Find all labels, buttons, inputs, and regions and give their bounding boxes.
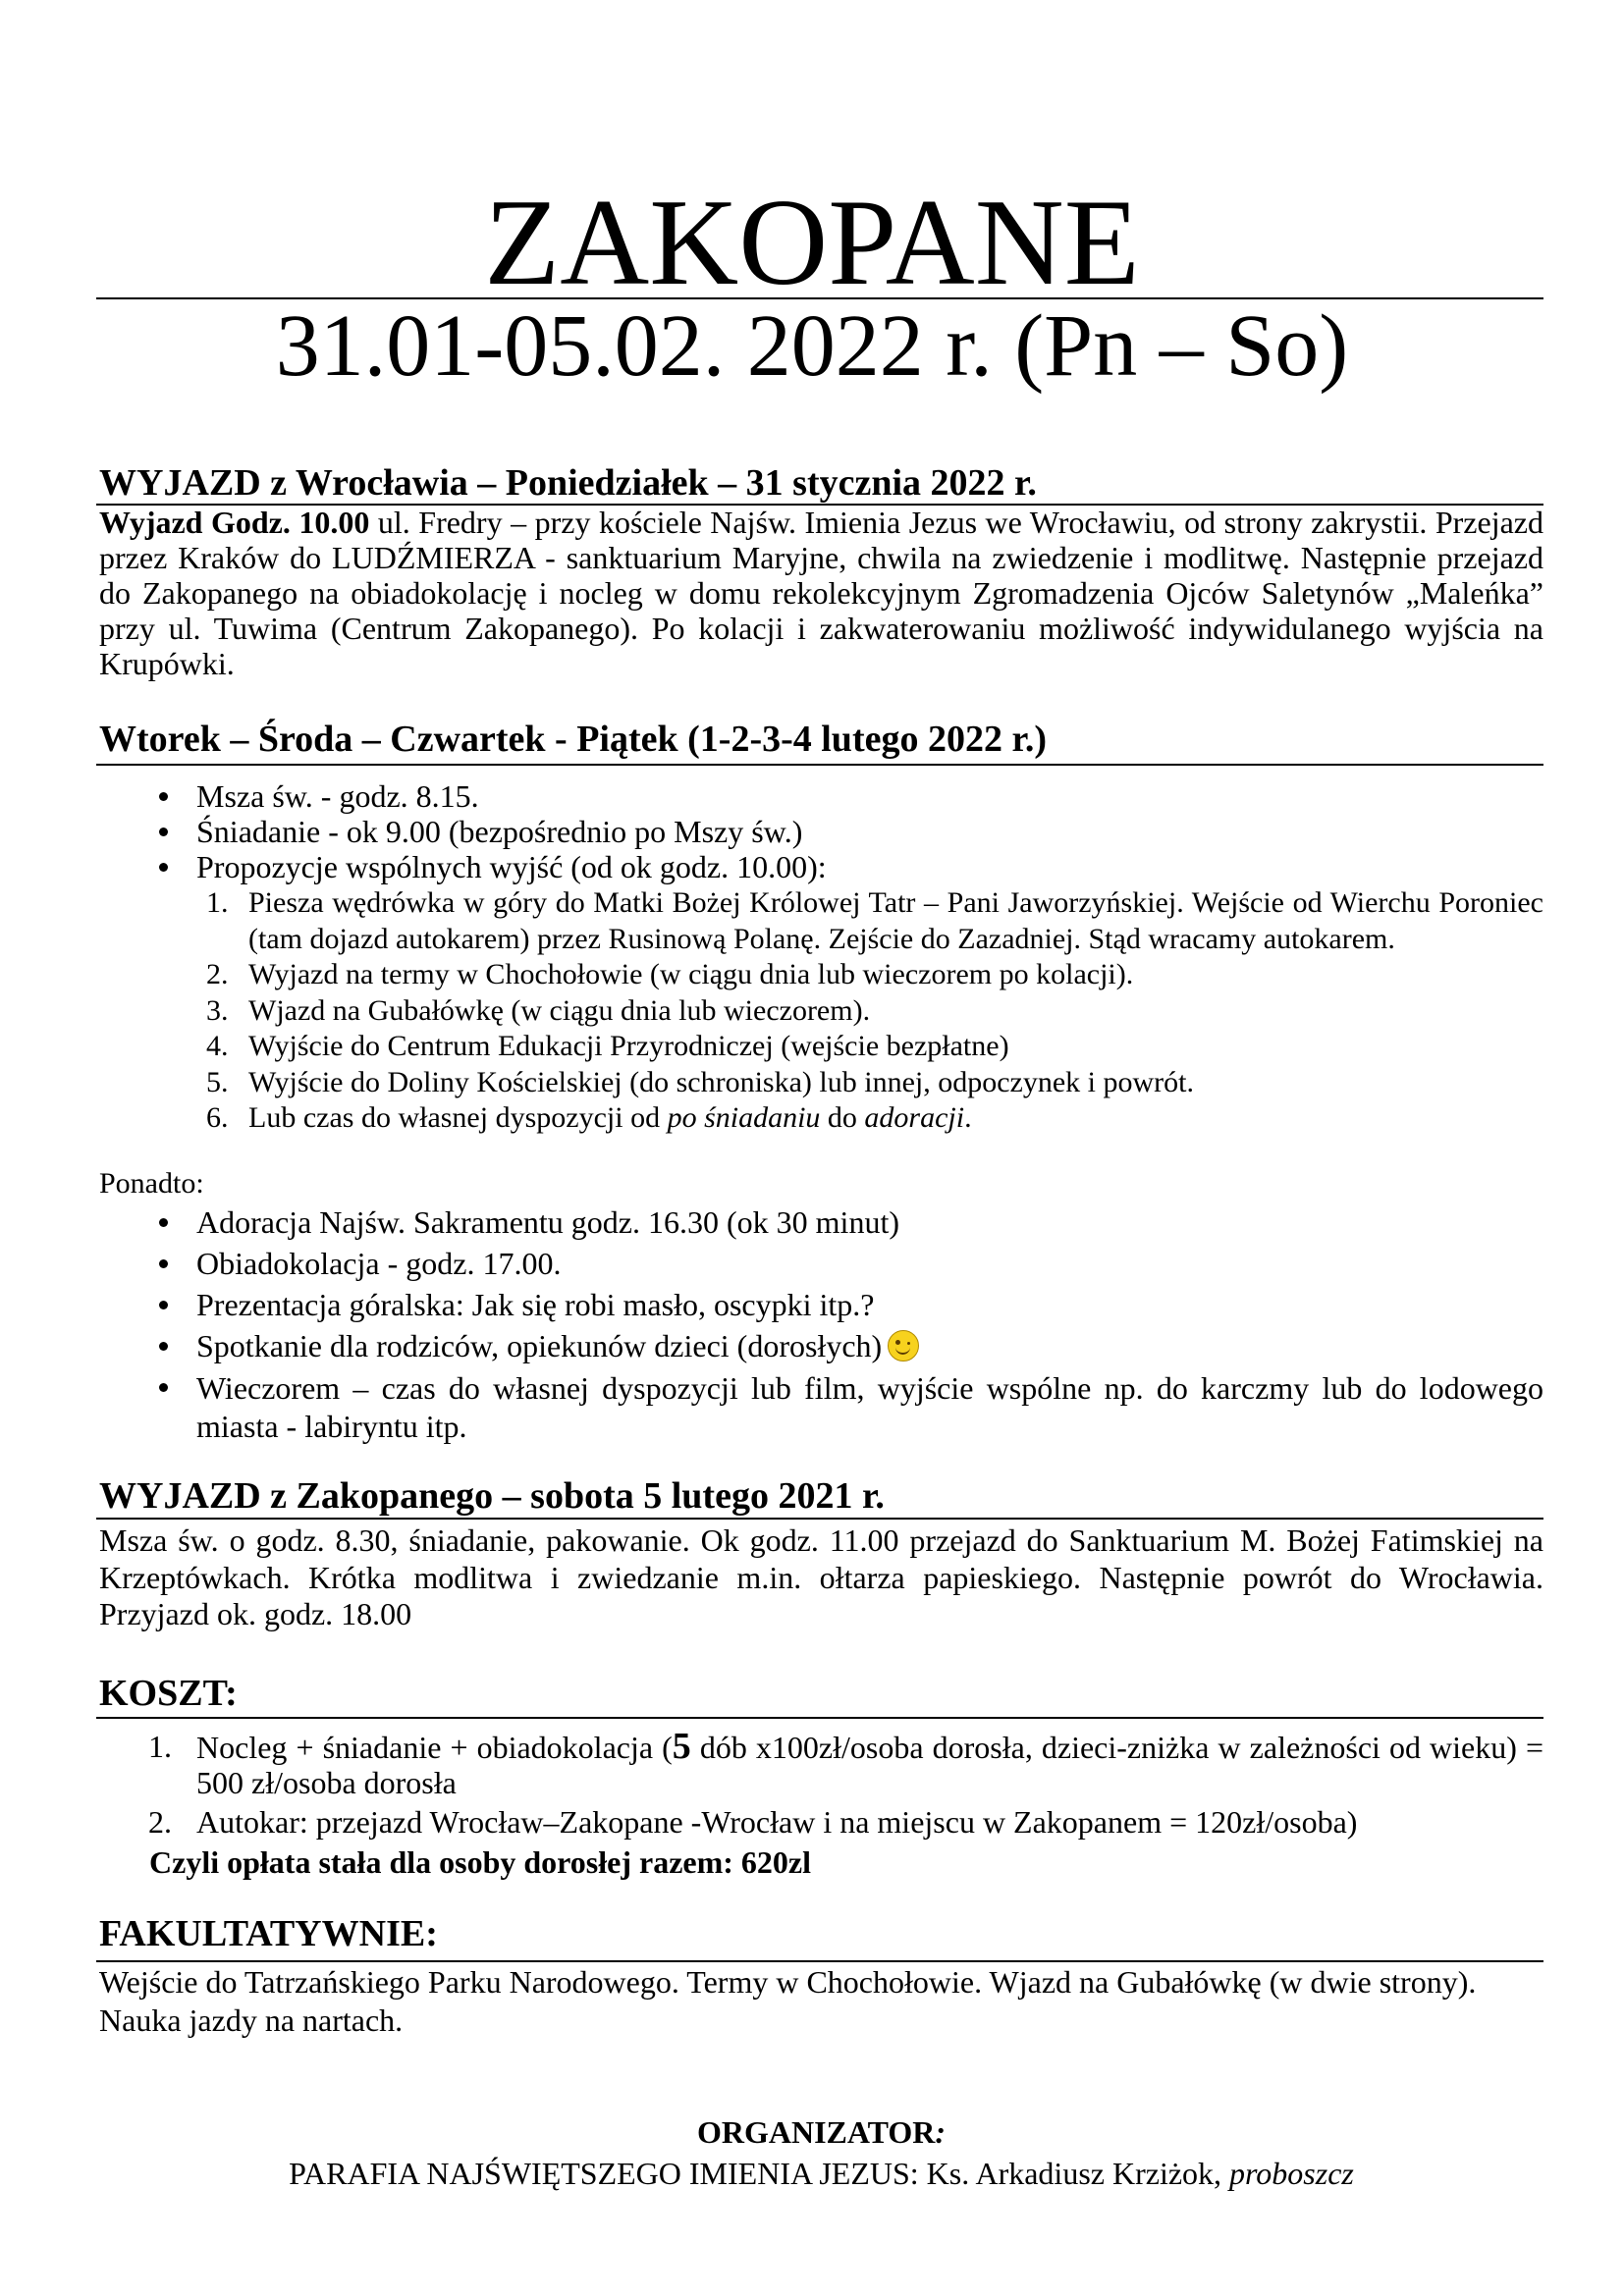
departure-text [99,505,1543,681]
return-heading: WYJAZD z Zakopanego – sobota 5 lutego 2021 r. [99,1475,885,1517]
weekdays-divider [96,764,1543,766]
item-number: 6. [206,1101,229,1134]
list-item: Msza św. - godz. 8.15. [99,778,1543,814]
organizer-name: PARAFIA NAJŚWIĘTSZEGO IMIENIA JEZUS: Ks. Arkadiusz Krziżok, [289,2156,1230,2191]
also-list [99,1204,1543,1446]
item-number: 2. [206,958,229,990]
departure-heading: WYJAZD z Wrocławia – Poniedziałek – 31 stycznia 2022 r. [99,462,1037,504]
list-item: Obiadokolacja - godz. 17.00. [99,1246,1543,1281]
item-number: 1. [206,886,229,919]
item-text: do [820,1101,865,1134]
item-text: Nocleg + śniadanie + obiadokolacja ( [196,1730,673,1765]
trip-dates: 31.01-05.02. 2022 r. (Pn – So) [275,297,1349,395]
item-text-italic: adoracji [864,1101,965,1134]
list-item [99,957,1543,993]
list-item: Śniadanie - ok 9.00 (bezpośrednio po Mszy św.) [99,814,1543,849]
item-text: Autokar: przejazd Wrocław–Zakopane -Wrocław i na miejscu w Zakopanem = 120zł/osoba) [196,1804,1358,1840]
departure-time: Wyjazd Godz. 10.00 [99,505,370,540]
item-number: 5. [206,1065,229,1098]
list-item [99,1100,1543,1137]
optional-heading: FAKULTATYWNIE: [99,1913,438,1954]
list-item [99,1804,1543,1840]
item-text: Lub czas do własnej dyspozycji od [248,1101,668,1134]
list-item: Wieczorem – czas do własnej dyspozycji lub film, wyjście wspólne np. do karczmy lub do lodowego miasta - labiryntu itp. [99,1369,1543,1446]
item-text: Spotkanie dla rodziców, opiekunów dzieci (dorosłych) [196,1328,883,1363]
item-number: 4. [206,1030,229,1062]
weekdays-heading: Wtorek – Środa – Czwartek - Piątek (1-2-3-4 lutego 2022 r.) [99,719,1047,760]
organizer-label [99,2112,1543,2152]
cost-heading: KOSZT: [99,1673,238,1714]
organizer-label-text: ORGANIZATOR [696,2114,936,2150]
nights-count: 5 [672,1726,691,1767]
list-item [99,1065,1543,1101]
also-label: Ponadto: [99,1167,204,1200]
winking-smiley-icon [888,1330,919,1362]
item-number: 1. [148,1729,172,1764]
list-item [99,885,1543,957]
item-number: 2. [148,1804,172,1840]
list-item [99,1029,1543,1065]
optional-text: Wejście do Tatrzańskiego Parku Narodowego. Termy w Chochołowie. Wjazd na Gubałówkę (w dwie strony). Nauka jazdy na nartach. [99,1964,1477,2038]
item-text: . [964,1101,972,1134]
cost-list [99,1726,1544,1840]
item-number: 3. [206,993,229,1027]
return-text: Msza św. o godz. 8.30, śniadanie, pakowanie. Ok godz. 11.00 przejazd do Sanktuarium M. Bożej Fatimskiej na Krzeptówkach. Krótka modlitwa i zwiedzanie m.in. ołtarza papieskiego. Następnie powrót do Wrocławia. Przyjazd ok. godz. 18.00 [99,1522,1543,1631]
item-text: dób x100zł/osoba dorosła, dzieci-zniżka w zależności od wieku) = 500 zł/osoba dorosła [196,1730,1544,1800]
item-text: Piesza wędrówka w góry do Matki Bożej Królowej Tatr – Pani Jaworzyńskiej. Wejście od Wierchu Poroniec (tam dojazd autokarem) przez Rusinową Polanę. Zejście do Zazadniej. Stąd wracamy autokarem. [248,886,1543,955]
return-divider [96,1518,1543,1520]
departure-description: ul. Fredry – przy kościele Najśw. Imienia Jezus we Wrocławiu, od strony zakrystii. Przejazd przez Kraków do LUDŹMIERZA - sanktuarium Maryjne, chwila na zwiedzenie i modlitwę. Następnie przejazd do Zakopanego na obiadokolację i nocleg w domu rekolekcyjnym Zgromadzenia Ojców Saletynów „Maleńka” przy ul. Tuwima (Centrum Zakopanego). Po kolacji i zakwaterowaniu możliwość indywidulanego wyjścia na Krupówki. [99,505,1544,681]
list-item [99,1726,1544,1800]
list-item [99,1328,1543,1363]
item-text: Wyjście do Centrum Edukacji Przyrodniczej (wejście bezpłatne) [248,1030,1009,1062]
daily-schedule-list [99,778,1543,884]
cost-divider [96,1717,1543,1719]
outing-options-list [99,885,1543,1137]
item-text: Wyjazd na termy w Chochołowie (w ciągu dnia lub wieczorem po kolacji). [248,958,1134,990]
page-title: ZAKOPANE [484,175,1140,311]
organizer-colon: : [935,2114,947,2150]
optional-divider [96,1960,1543,1962]
list-item: Adoracja Najśw. Sakramentu godz. 16.30 (ok 30 minut) [99,1204,1543,1240]
cost-total: Czyli opłata stała dla osoby dorosłej razem: 620zl [149,1844,812,1880]
list-item: Propozycje wspólnych wyjść (od ok godz. 10.00): [99,849,1543,884]
item-text-italic: po śniadaniu [667,1101,821,1134]
item-text: Wjazd na Gubałówkę (w ciągu dnia lub wieczorem). [248,993,871,1027]
organizer-details [99,2154,1543,2193]
item-text: Wyjście do Doliny Kościelskiej (do schroniska) lub innej, odpoczynek i powrót. [248,1065,1195,1098]
list-item: Prezentacja góralska: Jak się robi masło, oscypki itp.? [99,1287,1543,1322]
organizer-role: proboszcz [1229,2156,1354,2191]
list-item [99,993,1543,1030]
